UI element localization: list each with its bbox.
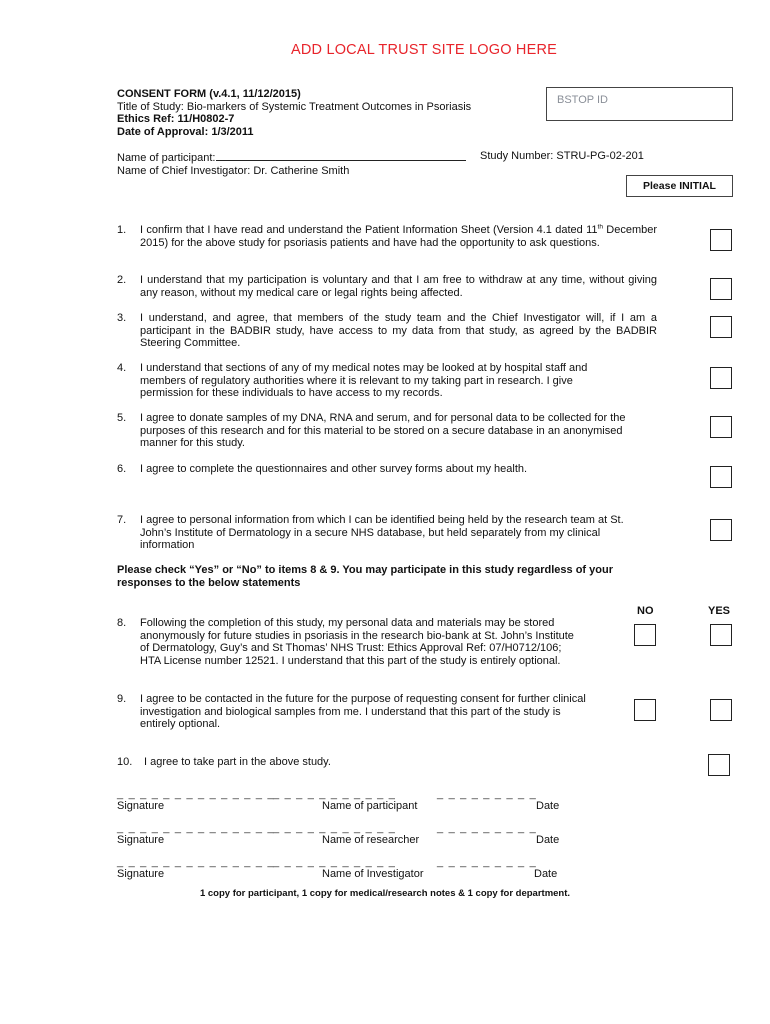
- signature-line[interactable]: _ _ _ _ _ _ _ _ _ _ _ _ _ _: [117, 822, 275, 834]
- signature-label: Signature: [117, 834, 165, 846]
- chief-investigator: Name of Chief Investigator: Dr. Catherine Smith: [117, 165, 350, 177]
- item-text: I understand, and agree, that members of the study team and the Chief Investigator will, if I am a participant in the BADBIR study, have access to my data from that study, as agreed by the BADBIR Steering Committee.: [140, 312, 657, 350]
- date-label: Date: [534, 868, 558, 880]
- approval-date: Date of Approval: 1/3/2011: [117, 125, 254, 138]
- item-text: I agree to be contacted in the future for the purpose of requesting consent for further clinical investigation and biological samples from me. I understand that this part of the study is entirely optional.: [140, 693, 586, 731]
- item-number: 2.: [117, 274, 127, 286]
- consent-item-7: [117, 514, 657, 552]
- signature-row-participant: [117, 788, 577, 818]
- item-text: I agree to take part in the above study.: [144, 756, 331, 768]
- item-superscript: th: [597, 223, 603, 231]
- logo-placeholder: ADD LOCAL TRUST SITE LOGO HERE: [291, 42, 557, 58]
- optional-item-9: [117, 693, 657, 731]
- item-text: I confirm that I have read and understand the Patient Information Sheet (Version 4.1 dated 11: [140, 224, 598, 236]
- item-number: 4.: [117, 362, 127, 374]
- item-number: 10.: [117, 756, 133, 768]
- item-number: 7.: [117, 514, 127, 526]
- name-line[interactable]: _ _ _ _ _ _ _ _ _ _ _: [273, 856, 397, 868]
- column-header-no: NO: [637, 605, 654, 617]
- item-text: I agree to donate samples of my DNA, RNA and serum, and for personal data to be collected for the purposes of this research and for this material to be stored on a secure database in an anonymised manner for this study.: [140, 412, 626, 450]
- item-text: I agree to personal information from which I can be identified being held by the research team at St. John’s Institute of Dermatology in a secure NHS database, but held separately from my clinical information: [140, 514, 624, 552]
- name-line[interactable]: _ _ _ _ _ _ _ _ _ _ _: [273, 788, 397, 800]
- signature-row-researcher: [117, 822, 577, 852]
- signature-line[interactable]: _ _ _ _ _ _ _ _ _ _ _ _ _ _: [117, 788, 275, 800]
- item-8-yes-checkbox[interactable]: [710, 624, 732, 646]
- participant-block: [117, 150, 466, 178]
- consent-item-5: [117, 412, 657, 450]
- item-number: 6.: [117, 463, 127, 475]
- consent-item-3: [117, 312, 657, 350]
- date-line[interactable]: _ _ _ _ _ _ _ _ _: [437, 788, 537, 800]
- item-number: 8.: [117, 617, 127, 629]
- copy-distribution-note: 1 copy for participant, 1 copy for medical/research notes & 1 copy for department.: [199, 888, 571, 899]
- name-label: Name of participant: [322, 800, 418, 812]
- item-text: I understand that my participation is voluntary and that I am free to withdraw at any time, without giving any reason, without my medical care or legal rights being affected.: [140, 274, 657, 299]
- form-title: CONSENT FORM (v.4.1, 11/12/2015): [117, 88, 301, 100]
- date-line[interactable]: _ _ _ _ _ _ _ _ _: [437, 822, 537, 834]
- name-label: Name of researcher: [322, 834, 420, 846]
- column-header-yes: YES: [708, 605, 731, 617]
- name-label: Name of Investigator: [322, 868, 424, 880]
- name-line[interactable]: _ _ _ _ _ _ _ _ _ _ _: [273, 822, 397, 834]
- bstop-id-field[interactable]: BSTOP ID: [546, 87, 733, 121]
- participant-name-line[interactable]: [216, 150, 466, 161]
- initial-box-7[interactable]: [710, 519, 732, 541]
- participant-name-label: Name of participant:: [117, 152, 216, 164]
- optional-item-8: [117, 617, 657, 667]
- item-8-no-checkbox[interactable]: [634, 624, 656, 646]
- item-text: Following the completion of this study, my personal data and materials may be stored anonymously for future studies in psoriasis in the research bio-bank at St. John’s Institute of Dermatology, Guy’s and St Thomas’ NHS Trust: Ethics Approval Ref: 07/H0712/106; HTA License number 12521. I understand that this part of the study is entirely optional.: [140, 617, 574, 667]
- item-text: I understand that sections of any of my medical notes may be looked at by hospital staff and members of regulatory authorities where it is relevant to my taking part in research. I give permission for these individuals to have access to my records.: [140, 362, 588, 400]
- initial-box-4[interactable]: [710, 367, 732, 389]
- signature-row-investigator: [117, 856, 577, 886]
- consent-item-10: [117, 756, 657, 769]
- study-number: Study Number: STRU-PG-02-201: [480, 150, 644, 162]
- initial-box-2[interactable]: [710, 278, 732, 300]
- initial-box-6[interactable]: [710, 466, 732, 488]
- item-number: 9.: [117, 693, 127, 705]
- consent-item-2: [117, 274, 657, 299]
- signature-label: Signature: [117, 800, 165, 812]
- yes-no-instruction: Please check “Yes” or “No” to items 8 & 9. You may participate in this study regardless of your responses to the below statements: [117, 564, 613, 589]
- item-number: 5.: [117, 412, 127, 424]
- item-text-cont: December 2015) for the above study for psoriasis patients and have had the opportunity to ask questions.: [140, 224, 657, 249]
- date-label: Date: [536, 834, 560, 846]
- signature-line[interactable]: _ _ _ _ _ _ _ _ _ _ _ _ _ _: [117, 856, 275, 868]
- consent-item-4: [117, 362, 657, 400]
- initial-box-1[interactable]: [710, 229, 732, 251]
- consent-item-6: [117, 463, 657, 476]
- item-number: 1.: [117, 224, 127, 236]
- item-number: 3.: [117, 312, 127, 324]
- initial-box-5[interactable]: [710, 416, 732, 438]
- please-initial-label: Please INITIAL: [626, 175, 733, 197]
- item-9-yes-checkbox[interactable]: [710, 699, 732, 721]
- consent-item-1: [117, 224, 657, 249]
- study-title: Title of Study: Bio-markers of Systemic Treatment Outcomes in Psoriasis: [117, 100, 472, 113]
- date-label: Date: [536, 800, 560, 812]
- item-9-no-checkbox[interactable]: [634, 699, 656, 721]
- initial-box-3[interactable]: [710, 316, 732, 338]
- signature-label: Signature: [117, 868, 165, 880]
- ethics-ref: Ethics Ref: 11/H0802-7: [117, 113, 235, 126]
- form-header: [117, 88, 471, 138]
- item-text: I agree to complete the questionnaires and other survey forms about my health.: [140, 463, 528, 475]
- initial-box-10[interactable]: [708, 754, 730, 776]
- date-line[interactable]: _ _ _ _ _ _ _ _ _: [437, 856, 537, 868]
